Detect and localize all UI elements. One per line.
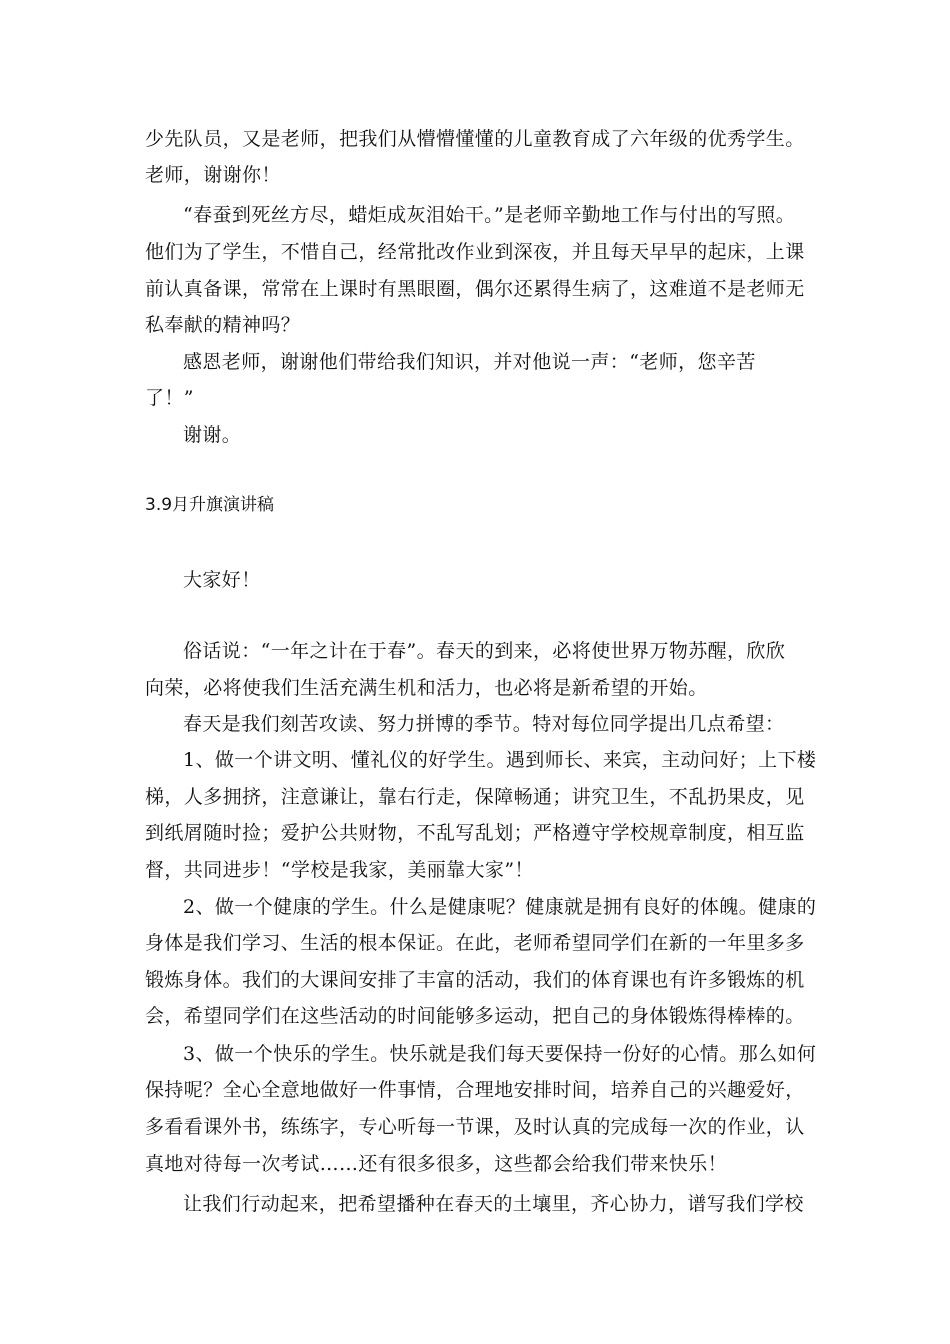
text-line: 向荣，必将使我们生活充满生机和活力，也必将是新希望的开始。: [145, 677, 708, 699]
text-line: 身体是我们学习、生活的根本保证。在此，老师希望同学们在新的一年里多多: [145, 932, 805, 954]
text-line: 让我们行动起来，把希望播种在春天的土壤里，齐心协力，谱写我们学校: [183, 1193, 804, 1215]
text-line: 春天是我们刻苦攻读、努力拼博的季节。特对每位同学提出几点希望：: [183, 713, 785, 735]
text-line: 会，希望同学们在这些活动的时间能够多运动，把自己的身体锻炼得棒棒的。: [145, 1005, 805, 1027]
text-line: 他们为了学生，不惜自己，经常批改作业到深夜，并且每天早早的起床，上课: [145, 241, 805, 263]
text-line: 了！”: [145, 387, 194, 409]
text-line: 2、做一个健康的学生。什么是健康呢？健康就是拥有良好的体魄。健康的: [183, 896, 817, 918]
text-line: 保持呢？全心全意地做好一件事情，合理地安排时间，培养自己的兴趣爱好，: [145, 1079, 805, 1101]
text-line: 到纸屑随时捡；爱护公共财物，不乱写乱划；严格遵守学校规章制度，相互监: [145, 822, 805, 844]
text-line: 前认真备课，常常在上课时有黑眼圈，偶尔还累得生病了，这难道不是老师无: [145, 278, 805, 300]
section-title: 3.9月升旗演讲稿: [145, 495, 275, 515]
text-line: 谢谢。: [183, 424, 242, 446]
text-line: 真地对待每一次考试……还有很多很多，这些都会给我们带来快乐！: [145, 1153, 728, 1175]
text-line: 感恩老师，谢谢他们带给我们知识，并对他说一声：“老师，您辛苦: [183, 351, 756, 373]
text-line: 3、做一个快乐的学生。快乐就是我们每天要保持一份好的心情。那么如何: [183, 1043, 817, 1065]
text-line: 锻炼身体。我们的大课间安排了丰富的活动，我们的体育课也有许多锻炼的机: [145, 969, 805, 991]
text-line: 老师，谢谢你！: [145, 164, 281, 186]
text-line: 梯，人多拥挤，注意谦让，靠右行走，保障畅通；讲究卫生，不乱扔果皮，见: [145, 786, 805, 808]
text-line: 少先队员，又是老师，把我们从懵懵懂懂的儿童教育成了六年级的优秀学生。: [145, 128, 805, 150]
text-line: 多看看课外书，练练字，专心听每一节课，及时认真的完成每一次的作业，认: [145, 1116, 805, 1138]
text-line: 1、做一个讲文明、懂礼仪的好学生。遇到师长、来宾，主动问好；上下楼: [183, 749, 817, 771]
text-line: 俗话说：“一年之计在于春”。春天的到来，必将使世界万物苏醒，欣欣: [183, 640, 786, 662]
greeting-line: 大家好！: [183, 569, 261, 591]
text-line: “春蚕到死丝方尽，蜡炬成灰泪始干。”是老师辛勤地工作与付出的写照。: [183, 204, 796, 226]
text-line: 督，共同进步！“学校是我家，美丽靠大家”！: [145, 859, 534, 881]
text-line: 私奉献的精神吗？: [145, 314, 301, 336]
